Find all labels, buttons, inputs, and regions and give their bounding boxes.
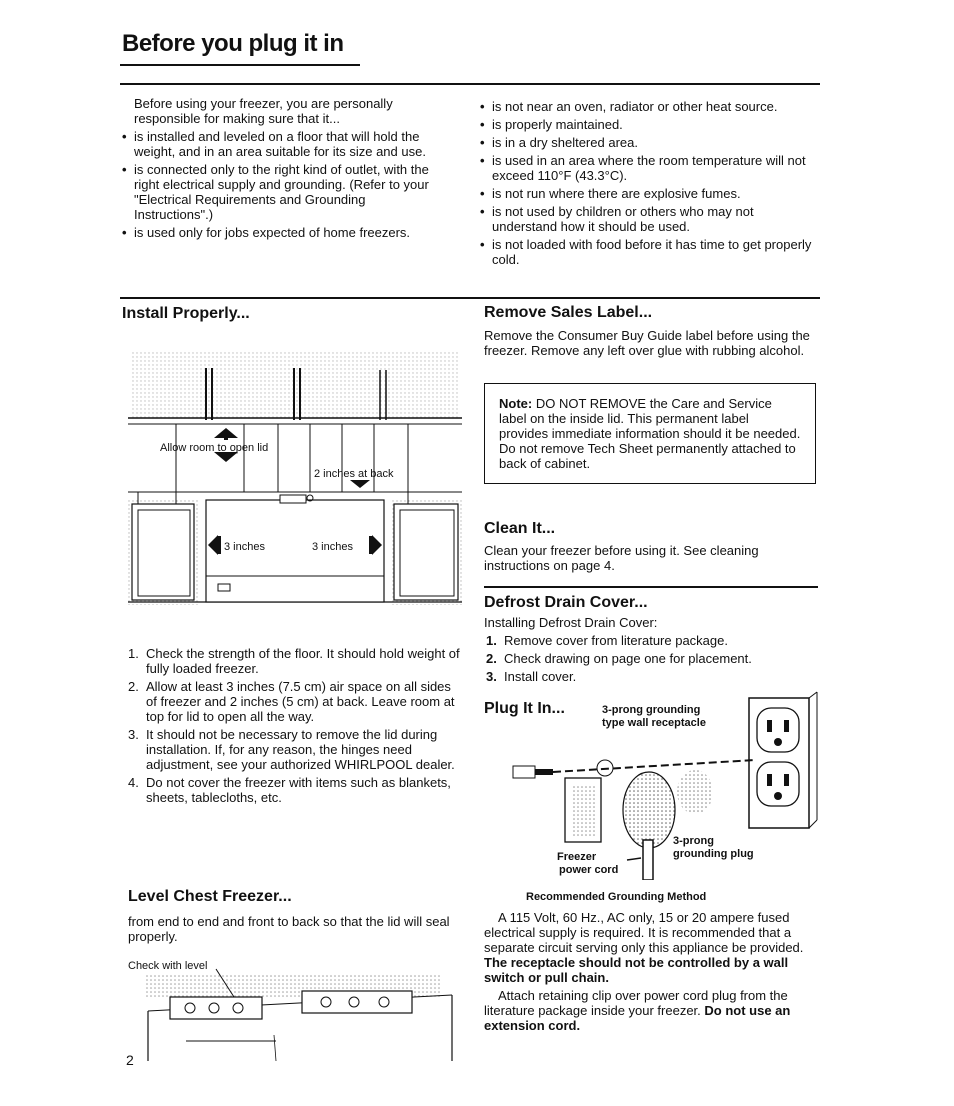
top-rule	[120, 83, 820, 85]
list-item: • is not loaded with food before it has time to get properly cold.	[478, 237, 818, 267]
list-item: 2. Allow at least 3 inches (7.5 cm) air space on all sides of freezer and 2 inches (5 cm) at back. Leave room at top for lid to open all the way.	[128, 679, 455, 724]
list-item: • is connected only to the right kind of outlet, with the right electrical supply and grounding. (Refer to your "Electrical Requirements and Grounding Instructions".)	[120, 162, 438, 222]
clean-heading: Clean It...	[484, 520, 556, 537]
install-figure	[128, 340, 464, 610]
plug-heading: Plug It In...	[484, 700, 565, 717]
list-item: 4. Do not cover the freezer with items such as blankets, sheets, tablecloths, etc.	[128, 775, 451, 805]
level-heading: Level Chest Freezer...	[128, 888, 292, 905]
intro-left	[120, 96, 438, 243]
level-text: from end to end and front to back so that the lid will seal properly.	[128, 914, 450, 944]
defrost-heading: Defrost Drain Cover...	[484, 594, 648, 611]
note-box	[484, 383, 816, 484]
receptacle-label: 3-prong grounding type wall receptacle	[602, 704, 706, 729]
list-item: • is not run where there are explosive fumes.	[478, 186, 818, 201]
cord-label-2: power cord	[559, 864, 619, 876]
label-open-lid: Allow room to open lid	[160, 442, 269, 454]
plug-para-2: Attach retaining clip over power cord plug from the literature package inside your freezer. Do not use an extension cord.	[484, 988, 791, 1033]
note-lead: Note:	[499, 396, 533, 411]
page-title: Before you plug it in	[122, 30, 344, 57]
install-steps	[126, 646, 462, 808]
plug-label-2: grounding plug	[673, 848, 754, 860]
plug-para-1: A 115 Volt, 60 Hz., AC only, 15 or 20 ampere fused electrical supply is required. It is recommended that a separate circuit serving only this appliance be provided. The receptacle should not be controlled by a wall switch or pull chain.	[484, 910, 804, 985]
label-back: 2 inches at back	[314, 468, 394, 480]
defrost-lead: Installing Defrost Drain Cover:	[484, 615, 658, 630]
remove-label-heading: Remove Sales Label...	[484, 304, 653, 321]
label-left: 3 inches	[224, 541, 265, 553]
install-heading: Install Properly...	[122, 305, 250, 322]
clean-text: Clean your freezer before using it. See cleaning instructions on page 4.	[484, 543, 759, 573]
list-item: • is properly maintained.	[478, 117, 818, 132]
list-item: • is used in an area where the room temperature will not exceed 110°F (43.3°C).	[478, 153, 818, 183]
list-item: 3. Install cover.	[486, 669, 577, 684]
list-item: • is in a dry sheltered area.	[478, 135, 818, 150]
list-item: 3. It should not be necessary to remove the lid during installation. If, for any reason, the hinges need adjustment, see your authorized WHIRLPOOL dealer.	[128, 727, 455, 772]
install-step-list	[126, 646, 462, 805]
intro-left-list	[120, 129, 438, 240]
plug-text	[484, 910, 818, 1036]
level-figure	[126, 955, 462, 1065]
section-rule	[120, 297, 820, 299]
plug-label-1: 3-prong	[673, 835, 714, 847]
section-rule	[484, 586, 818, 588]
defrost-step-list	[484, 633, 818, 684]
list-item: • is not near an oven, radiator or other heat source.	[478, 99, 818, 114]
list-item: • is used only for jobs expected of home freezers.	[120, 225, 438, 240]
label-right: 3 inches	[312, 541, 353, 553]
defrost-body	[484, 615, 818, 687]
plug-caption: Recommended Grounding Method	[526, 891, 707, 903]
intro-right	[478, 99, 818, 270]
remove-label-text: Remove the Consumer Buy Guide label before using the freezer. Remove any left over glue with rubbing alcohol.	[484, 328, 810, 358]
intro-lead: Before using your freezer, you are personally responsible for making sure that it...	[134, 96, 393, 126]
list-item: 1. Remove cover from literature package.	[486, 633, 728, 648]
title-underline	[120, 64, 360, 66]
list-item: • is installed and leveled on a floor that will hold the weight, and in an area suitable for its size and use.	[120, 129, 438, 159]
label-check-level: Check with level	[128, 960, 208, 972]
list-item: 1. Check the strength of the floor. It should hold weight of fully loaded freezer.	[128, 646, 460, 676]
plug-figure	[505, 690, 823, 880]
list-item: • is not used by children or others who may not understand how it should be used.	[478, 204, 818, 234]
list-item: 2. Check drawing on page one for placement.	[486, 651, 752, 666]
page-number: 2	[126, 1052, 134, 1068]
note-text: DO NOT REMOVE the Care and Service label on the inside lid. This permanent label provides immediate information should it be needed. Do not remove Tech Sheet permanently attached to back of cabinet.	[499, 396, 801, 471]
cord-label-1: Freezer	[557, 851, 597, 863]
intro-right-list	[478, 99, 818, 267]
